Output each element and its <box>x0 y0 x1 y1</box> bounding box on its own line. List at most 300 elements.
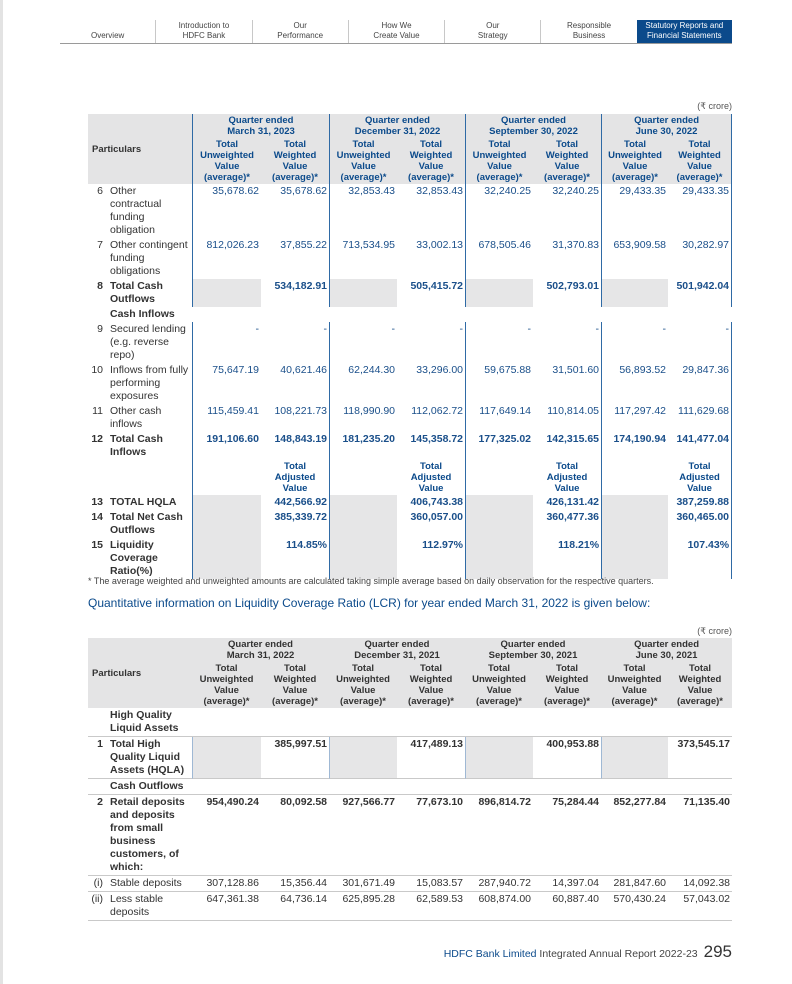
table-row <box>88 404 732 432</box>
header-line: Total <box>689 663 712 674</box>
header-line: Unweighted <box>472 674 526 685</box>
value-cell: 360,057.00 <box>410 511 464 523</box>
row-label: Total High Quality Liquid Assets (HQLA) <box>108 737 192 779</box>
value-cell: - <box>329 322 397 363</box>
value-cell: 30,282.97 <box>668 238 732 279</box>
header-line: Value <box>687 483 712 494</box>
tab-line2: Business <box>572 31 606 40</box>
header-line: (average)* <box>272 696 318 707</box>
header-line: Weighted <box>545 674 589 685</box>
header-line: Unweighted <box>199 674 254 685</box>
value-cell: 62,244.30 <box>329 363 397 404</box>
header-line: (average)* <box>544 696 590 707</box>
header-line: Total <box>216 139 238 150</box>
row-label: TOTAL HQLA <box>110 496 177 508</box>
particulars-header: Particulars <box>88 638 192 708</box>
header-line: Weighted <box>409 674 453 685</box>
row-label: Total Net Cash Outflows <box>110 511 183 536</box>
weighted-value-header <box>533 662 601 708</box>
quarter-line1: Quarter ended <box>364 639 430 650</box>
value-cell: 37,855.22 <box>280 239 328 251</box>
value-cell: 141,477.04 <box>668 432 732 460</box>
value-cell: 57,043.02 <box>668 892 732 921</box>
value-cell: 426,131.42 <box>546 496 600 508</box>
value-cell: 32,240.25 <box>552 185 600 197</box>
header-line: Unweighted <box>336 150 391 161</box>
table-row <box>88 892 732 921</box>
blank-cell <box>465 460 533 495</box>
header-line: (average)* <box>408 696 454 707</box>
tab-line2: Strategy <box>477 31 508 40</box>
value-cell: 71,135.40 <box>668 795 732 876</box>
table-row <box>88 279 732 307</box>
tab-line1: Our <box>486 21 500 30</box>
value-cell: 118,990.90 <box>329 404 397 432</box>
value-cell: 406,743.38 <box>410 496 464 508</box>
value-cell: 110,814.05 <box>547 405 600 417</box>
row-label: Retail deposits and deposits from small business customers, of which: <box>108 795 192 876</box>
value-cell: 177,325.02 <box>465 432 533 460</box>
header-line: Total <box>624 139 647 150</box>
adjusted-value-header <box>261 460 329 495</box>
value-cell: 107.43% <box>668 538 732 579</box>
value-cell: 174,190.94 <box>601 432 668 460</box>
quarter-line1: Quarter ended <box>228 115 294 126</box>
value-cell: 896,814.72 <box>465 795 533 876</box>
weighted-value-header <box>397 138 465 184</box>
header-line: Total <box>556 139 579 150</box>
value-cell: 32,853.43 <box>416 185 464 197</box>
header-line: Value <box>214 161 240 172</box>
tab-line2: Overview <box>90 31 125 40</box>
header-line: Value <box>687 685 713 696</box>
value-cell: 111,629.68 <box>668 404 732 432</box>
unweighted-value-header <box>192 662 261 708</box>
value-cell: 64,736.14 <box>261 892 329 921</box>
unweighted-value-header <box>465 138 533 184</box>
header-line: Unweighted <box>336 674 390 685</box>
quarter-header <box>601 638 732 662</box>
unweighted-value-header <box>601 662 668 708</box>
weighted-value-header <box>261 662 329 708</box>
header-line: Total <box>420 663 443 674</box>
table-row <box>88 795 732 876</box>
value-cell: 191,106.60 <box>192 432 261 460</box>
value-cell: 40,621.46 <box>280 364 328 376</box>
value-cell: 118.21% <box>558 539 600 551</box>
page-footer <box>444 942 732 962</box>
quarter-line2: June 30, 2022 <box>635 126 698 137</box>
value-cell: 31,370.83 <box>552 239 600 251</box>
header-line: Value <box>622 685 647 696</box>
header-line: Total <box>488 139 511 150</box>
table-row <box>88 495 732 510</box>
value-cell <box>601 737 668 779</box>
quarter-header <box>601 114 732 138</box>
table-row <box>88 322 732 363</box>
header-line: Value <box>687 161 712 172</box>
value-cell: 442,566.92 <box>274 496 328 508</box>
row-label: Less stable deposits <box>108 892 192 921</box>
value-cell: - <box>465 322 533 363</box>
value-cell: 115,459.41 <box>192 404 261 432</box>
row-number: 13 <box>91 496 103 508</box>
unweighted-value-header <box>465 662 533 708</box>
header-line: Value <box>214 685 239 696</box>
tab-line1: Our <box>293 21 307 30</box>
quarter-line1: Quarter ended <box>365 115 430 126</box>
header-line: (average)* <box>544 172 590 183</box>
table-row <box>88 238 732 279</box>
tab-responsible-business[interactable] <box>540 20 636 43</box>
weighted-value-header <box>533 138 601 184</box>
value-cell: 287,940.72 <box>465 876 533 892</box>
unweighted-value-header <box>601 138 668 184</box>
quarter-line2: September 30, 2021 <box>488 650 578 661</box>
value-cell: 954,490.24 <box>192 795 261 876</box>
header-line: (average)* <box>476 696 522 707</box>
value-cell <box>192 538 261 579</box>
value-cell <box>329 737 397 779</box>
value-cell: 373,545.17 <box>668 737 732 779</box>
header-line: (average)* <box>611 696 658 707</box>
table-row <box>88 510 732 538</box>
header-line: Total <box>215 663 238 674</box>
row-number <box>88 708 108 737</box>
header-line: Unweighted <box>607 674 662 685</box>
value-cell: 502,793.01 <box>546 280 600 292</box>
value-cell <box>465 510 533 538</box>
header-line: Value <box>487 161 512 172</box>
quarter-header <box>192 638 329 662</box>
quarter-line1: Quarter ended <box>228 639 293 650</box>
quarter-line2: December 31, 2022 <box>354 126 441 137</box>
value-cell: 29,847.36 <box>668 363 732 404</box>
value-cell: 15,356.44 <box>261 876 329 892</box>
value-cell <box>192 737 261 779</box>
header-line: (average)* <box>676 172 723 183</box>
value-cell: 148,843.19 <box>274 433 328 445</box>
value-cell: 360,477.36 <box>546 511 600 523</box>
value-cell: 14,092.38 <box>668 876 732 892</box>
adjusted-value-header <box>533 460 601 495</box>
blank-cell <box>108 460 192 495</box>
header-line: Value <box>282 685 308 696</box>
value-cell: 75,284.44 <box>533 795 601 876</box>
row-number: 6 <box>97 185 103 197</box>
quarter-header <box>192 114 329 138</box>
value-cell <box>465 538 533 579</box>
value-cell: 142,315.65 <box>546 433 600 445</box>
value-cell <box>601 279 668 307</box>
quarter-line1: Quarter ended <box>501 115 566 126</box>
header-line: Total <box>420 461 443 472</box>
value-cell <box>601 538 668 579</box>
section-subtitle: Quantitative information on Liquidity Coverage Ratio (LCR) for year ended March 31, 2022 is given below: <box>88 596 651 610</box>
value-cell: 114.85% <box>286 539 328 551</box>
value-cell: 570,430.24 <box>601 892 668 921</box>
header-line: (average)* <box>612 172 658 183</box>
value-cell: 281,847.60 <box>601 876 668 892</box>
row-number <box>88 779 108 795</box>
tab-line1: Introduction to <box>178 21 230 30</box>
weighted-value-header <box>668 138 732 184</box>
header-line: Weighted <box>678 150 721 161</box>
blank-cell <box>192 460 261 495</box>
row-number: 2 <box>88 795 108 876</box>
value-cell: 31,501.60 <box>552 364 600 376</box>
header-line: Total <box>623 663 646 674</box>
row-label: Other cash inflows <box>110 405 162 430</box>
value-cell <box>192 510 261 538</box>
value-cell <box>465 737 533 779</box>
header-line: Value <box>554 161 580 172</box>
weighted-value-header <box>668 662 732 708</box>
row-label: Liquidity Coverage Ratio(%) <box>110 539 158 577</box>
section-spacer <box>192 708 732 737</box>
quarter-header <box>465 114 601 138</box>
value-cell: 145,358.72 <box>410 433 464 445</box>
tab-line1: Responsible <box>567 21 612 30</box>
value-cell: 35,678.62 <box>192 184 261 238</box>
value-cell <box>601 495 668 510</box>
value-cell <box>329 538 397 579</box>
table-row <box>88 737 732 779</box>
table-row <box>88 708 732 737</box>
footnote: * The average weighted and unweighted amounts are calculated taking simple average based on daily observation for the respective quarters. <box>88 576 654 586</box>
table-row <box>88 363 732 404</box>
row-number: 1 <box>88 737 108 779</box>
tab-performance[interactable] <box>252 20 348 43</box>
header-line: (average)* <box>204 172 250 183</box>
value-cell: 32,240.25 <box>465 184 533 238</box>
header-line: Total <box>556 461 579 472</box>
header-line: Value <box>282 161 308 172</box>
quarter-line2: December 31, 2021 <box>354 650 440 661</box>
row-label: Secured lending (e.g. reverse repo) <box>110 323 186 361</box>
value-cell: 608,874.00 <box>465 892 533 921</box>
header-line: (average)* <box>340 696 386 707</box>
section-label: Cash Outflows <box>108 779 192 795</box>
value-cell: 108,221.73 <box>274 405 328 417</box>
value-cell: 117,649.14 <box>465 404 533 432</box>
blank-cell <box>601 460 668 495</box>
row-number: 11 <box>92 405 103 417</box>
unweighted-value-header <box>329 662 397 708</box>
tab-line2: Performance <box>277 31 324 40</box>
tab-line2: HDFC Bank <box>182 31 226 40</box>
page-edge-rule <box>0 0 3 984</box>
value-cell: - <box>192 322 261 363</box>
header-line: Total <box>556 663 579 674</box>
header-line: Value <box>418 483 444 494</box>
row-number: 14 <box>91 511 103 523</box>
value-cell: 56,893.52 <box>601 363 668 404</box>
value-cell: 59,675.88 <box>465 363 533 404</box>
value-cell: 112,062.72 <box>411 405 464 417</box>
row-label: Total Cash Outflows <box>110 280 163 305</box>
tab-overview[interactable] <box>60 20 155 43</box>
adjusted-value-header <box>668 460 732 495</box>
header-line: Adjusted <box>546 472 588 483</box>
value-cell: 80,092.58 <box>261 795 329 876</box>
table-row <box>88 876 732 892</box>
header-line: Value <box>350 685 376 696</box>
value-cell: 29,433.35 <box>601 184 668 238</box>
tab-create-value[interactable] <box>348 20 444 43</box>
header-line: Weighted <box>678 674 722 685</box>
section-label: High Quality Liquid Assets <box>108 708 192 737</box>
tab-line1: How We <box>381 21 412 30</box>
row-number: (i) <box>88 876 108 892</box>
value-cell: 77,673.10 <box>397 795 465 876</box>
header-line: Weighted <box>545 150 589 161</box>
header-line: Value <box>418 685 444 696</box>
quarter-line1: Quarter ended <box>634 639 699 650</box>
value-cell: - <box>601 322 668 363</box>
header-line: Total <box>352 663 375 674</box>
header-line: Value <box>486 685 512 696</box>
quarter-header <box>329 114 465 138</box>
value-cell: 301,671.49 <box>329 876 397 892</box>
header-line: Value <box>554 685 580 696</box>
value-cell: - <box>668 322 732 363</box>
row-number: 9 <box>97 323 103 335</box>
tab-line1: Statutory Reports and <box>645 21 724 30</box>
unit-label-table1: (₹ crore) <box>697 101 732 111</box>
value-cell: 534,182.91 <box>274 280 328 292</box>
row-number: 8 <box>97 280 103 292</box>
row-number <box>88 307 108 322</box>
value-cell: 387,259.88 <box>668 495 732 510</box>
value-cell: 15,083.57 <box>397 876 465 892</box>
value-cell: 112.97% <box>422 539 464 551</box>
blank-cell <box>88 460 108 495</box>
value-cell: 385,339.72 <box>274 511 328 523</box>
table-row <box>88 432 732 460</box>
adjusted-value-header <box>397 460 465 495</box>
header-line: Total <box>352 139 375 150</box>
row-number: (ii) <box>88 892 108 921</box>
header-line: Adjusted <box>274 472 316 483</box>
value-cell <box>465 279 533 307</box>
value-cell <box>465 495 533 510</box>
row-label: Stable deposits <box>108 876 192 892</box>
value-cell: 35,678.62 <box>280 185 328 197</box>
quarter-line2: March 31, 2023 <box>227 126 295 137</box>
value-cell: 117,297.42 <box>601 404 668 432</box>
header-line: Total <box>284 663 306 674</box>
value-cell: 75,647.19 <box>192 363 261 404</box>
value-cell <box>601 510 668 538</box>
value-cell: 29,433.35 <box>668 184 732 238</box>
section-spacer <box>192 779 732 795</box>
value-cell <box>329 279 397 307</box>
row-number: 12 <box>91 433 103 445</box>
unweighted-value-header <box>329 138 397 184</box>
lcr-table-fy23 <box>88 114 732 579</box>
value-cell: 812,026.23 <box>192 238 261 279</box>
header-line: (average)* <box>203 696 250 707</box>
row-label: Inflows from fully performing exposures <box>110 364 189 402</box>
section-spacer <box>192 307 732 322</box>
header-line: Value <box>282 483 308 494</box>
value-cell <box>329 495 397 510</box>
header-line: Total <box>488 663 511 674</box>
header-line: Total <box>284 461 306 472</box>
tab-statutory-reports[interactable] <box>637 20 732 43</box>
header-line: (average)* <box>476 172 523 183</box>
weighted-value-header <box>397 662 465 708</box>
value-cell: 181,235.20 <box>329 432 397 460</box>
header-line: Total <box>688 139 711 150</box>
header-line: Weighted <box>273 674 317 685</box>
value-cell <box>192 495 261 510</box>
value-cell: 501,942.04 <box>668 279 732 307</box>
value-cell: 625,895.28 <box>329 892 397 921</box>
quarter-header <box>329 638 465 662</box>
header-line: (average)* <box>272 172 318 183</box>
quarter-line2: June 30, 2021 <box>635 650 698 661</box>
tab-introduction[interactable] <box>155 20 251 43</box>
quarter-line1: Quarter ended <box>500 639 566 650</box>
header-line: Unweighted <box>200 150 254 161</box>
header-line: (average)* <box>340 172 387 183</box>
value-cell: 927,566.77 <box>329 795 397 876</box>
unit-label-table2: (₹ crore) <box>697 626 732 636</box>
row-number: 10 <box>91 364 103 376</box>
unweighted-value-header <box>192 138 261 184</box>
header-line: Unweighted <box>608 150 662 161</box>
table-row <box>88 779 732 795</box>
header-line: Value <box>554 483 580 494</box>
table-row <box>88 184 732 238</box>
header-line: Weighted <box>409 150 453 161</box>
tab-line2: Create Value <box>373 31 420 40</box>
value-cell <box>192 279 261 307</box>
value-cell: 417,489.13 <box>397 737 465 779</box>
header-line: (average)* <box>408 172 454 183</box>
blank-cell <box>329 460 397 495</box>
value-cell: 307,128.86 <box>192 876 261 892</box>
header-line: Total <box>688 461 711 472</box>
value-cell: 400,953.88 <box>533 737 601 779</box>
value-cell: 713,534.95 <box>329 238 397 279</box>
row-label: Other contractual funding obligation <box>110 185 162 236</box>
value-cell: 852,277.84 <box>601 795 668 876</box>
value-cell: 32,853.43 <box>329 184 397 238</box>
row-label: Total Cash Inflows <box>110 433 163 458</box>
section-nav <box>60 20 732 44</box>
value-cell <box>329 510 397 538</box>
quarter-header <box>465 638 601 662</box>
tab-line2: Financial Statements <box>646 31 722 40</box>
value-cell: - <box>323 323 328 335</box>
value-cell: 385,997.51 <box>261 737 329 779</box>
quarter-line2: March 31, 2022 <box>226 650 295 661</box>
header-line: (average)* <box>677 696 723 707</box>
row-number: 7 <box>97 239 103 251</box>
tab-strategy[interactable] <box>444 20 540 43</box>
adjusted-header-row <box>88 460 732 495</box>
row-label: Other contingent funding obligations <box>110 239 188 277</box>
header-line: Unweighted <box>472 150 527 161</box>
row-number: 15 <box>91 539 103 551</box>
value-cell: - <box>595 323 600 335</box>
value-cell: - <box>459 323 464 335</box>
weighted-value-header <box>261 138 329 184</box>
value-cell: 60,887.40 <box>533 892 601 921</box>
